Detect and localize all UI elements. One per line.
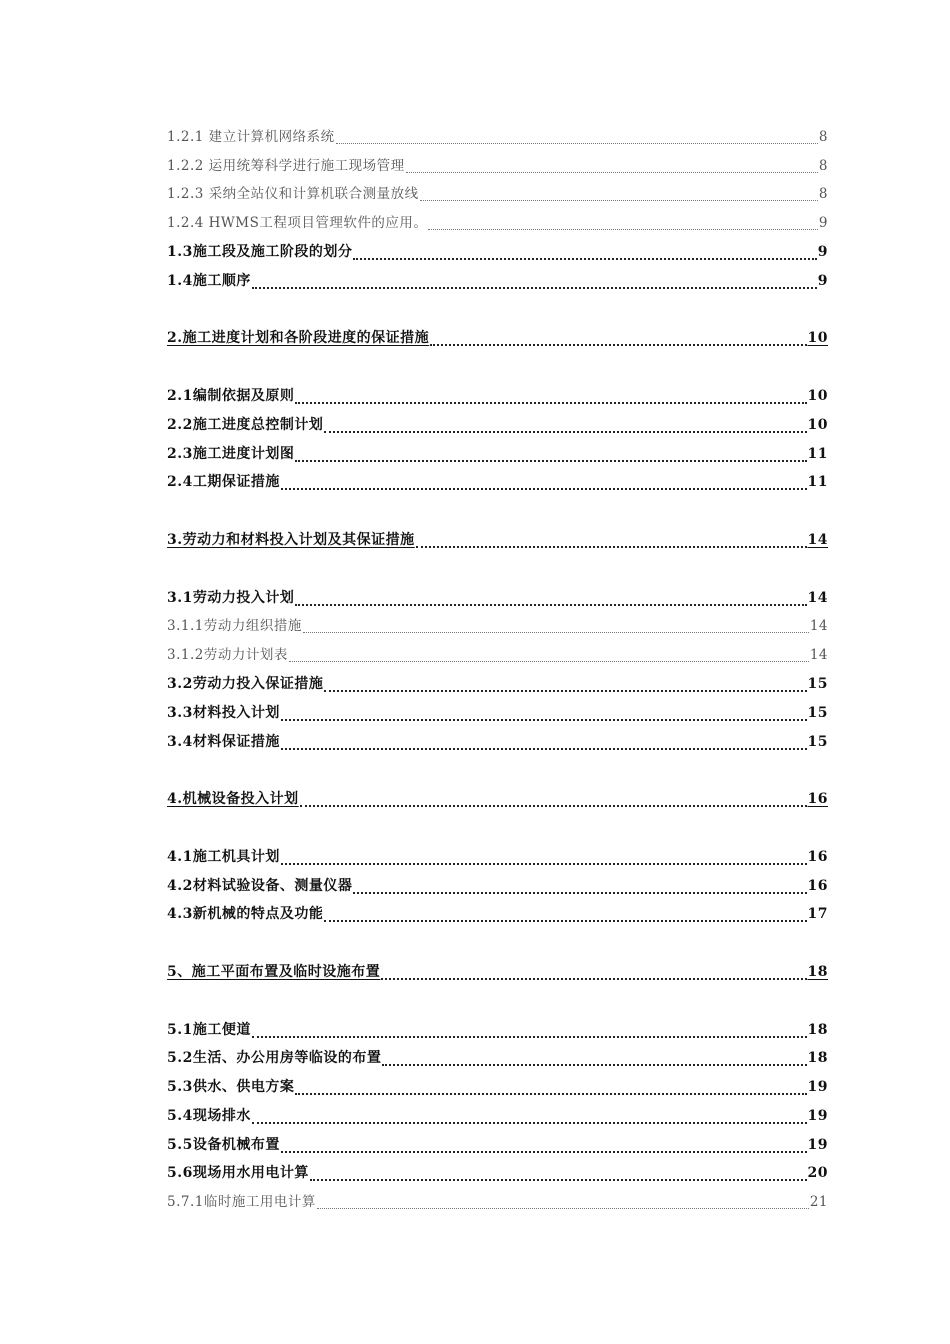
toc-page-number: 10	[807, 416, 828, 433]
toc-page-number: 18	[807, 1021, 828, 1038]
toc-page-number: 11	[807, 445, 828, 462]
toc-subsection-entry[interactable]	[167, 612, 828, 641]
toc-page-number: 21	[809, 1194, 828, 1211]
toc-page-number: 16	[807, 877, 828, 894]
toc-entry-title: 5.5设备机械布置	[167, 1136, 280, 1153]
toc-page-number: 8	[818, 157, 828, 174]
toc-section-entry[interactable]	[167, 583, 828, 612]
toc-section-entry[interactable]	[167, 1159, 828, 1188]
toc-entry-title: 1.2.1 建立计算机网络系统	[167, 128, 335, 145]
toc-entry-title: 1.2.3 采纳全站仪和计算机联合测量放线	[167, 186, 419, 203]
toc-dot-leader	[295, 392, 806, 406]
toc-dot-leader	[382, 1054, 806, 1068]
toc-entry-title: 2.3施工进度计划图	[167, 445, 295, 462]
toc-dot-leader	[281, 709, 807, 723]
toc-spacer	[167, 496, 828, 525]
toc-page-number: 19	[807, 1107, 828, 1124]
toc-entry-title: 1.2.4 HWMS工程项目管理软件的应用。	[167, 215, 428, 232]
toc-spacer	[167, 352, 828, 381]
toc-chapter-entry[interactable]	[167, 784, 828, 813]
toc-entry-title: 4.机械设备投入计划	[167, 791, 299, 808]
toc-section-entry[interactable]	[167, 871, 828, 900]
toc-page-number: 8	[818, 128, 828, 145]
toc-dot-leader	[310, 1169, 807, 1183]
toc-spacer	[167, 813, 828, 842]
toc-section-entry[interactable]	[167, 1044, 828, 1073]
toc-entry-title: 5.3供水、供电方案	[167, 1079, 295, 1096]
toc-dot-leader	[420, 190, 818, 204]
toc-page-number: 15	[807, 704, 828, 721]
toc-section-entry[interactable]	[167, 842, 828, 871]
toc-dot-leader	[295, 594, 806, 608]
toc-entry-title: 5.7.1临时施工用电计算	[167, 1194, 316, 1211]
toc-section-entry[interactable]	[167, 439, 828, 468]
toc-section-entry[interactable]	[167, 727, 828, 756]
toc-page-number: 14	[809, 647, 828, 664]
toc-section-entry[interactable]	[167, 669, 828, 698]
toc-dot-leader	[430, 334, 806, 348]
toc-entry-title: 2.1编制依据及原则	[167, 387, 295, 404]
toc-dot-leader	[353, 248, 816, 262]
toc-dot-leader	[353, 882, 806, 896]
toc-entry-title: 3.3材料投入计划	[167, 704, 280, 721]
toc-entry-title: 2.4工期保证措施	[167, 474, 280, 491]
toc-page-number: 14	[807, 531, 828, 548]
toc-page-number: 9	[817, 243, 828, 260]
toc-subsection-entry[interactable]	[167, 1187, 828, 1216]
toc-section-entry[interactable]	[167, 237, 828, 266]
toc-dot-leader	[252, 1026, 807, 1040]
toc-page-number: 16	[807, 848, 828, 865]
toc-entry-title: 3.1劳动力投入计划	[167, 589, 295, 606]
toc-section-entry[interactable]	[167, 468, 828, 497]
toc-page-number: 14	[807, 589, 828, 606]
toc-spacer	[167, 928, 828, 957]
table-of-contents	[167, 122, 828, 1216]
toc-page-number: 15	[807, 733, 828, 750]
toc-page-number: 19	[807, 1136, 828, 1153]
toc-page-number: 9	[817, 272, 828, 289]
toc-dot-leader	[317, 1198, 809, 1212]
toc-dot-leader	[295, 1083, 806, 1097]
toc-page-number: 19	[807, 1079, 828, 1096]
toc-spacer	[167, 756, 828, 785]
toc-subsection-entry[interactable]	[167, 640, 828, 669]
toc-entry-title: 5.4现场排水	[167, 1107, 251, 1124]
toc-spacer	[167, 554, 828, 583]
toc-dot-leader	[336, 133, 818, 147]
toc-page-number: 9	[818, 215, 828, 232]
toc-spacer	[167, 986, 828, 1015]
toc-section-entry[interactable]	[167, 1015, 828, 1044]
toc-page-number: 16	[807, 791, 828, 808]
toc-dot-leader	[281, 738, 807, 752]
toc-subsection-entry[interactable]	[167, 208, 828, 237]
toc-entry-title: 2.施工进度计划和各阶段进度的保证措施	[167, 330, 430, 347]
toc-page-number: 18	[807, 1050, 828, 1067]
toc-entry-title: 1.3施工段及施工阶段的划分	[167, 243, 353, 260]
toc-entry-title: 5、施工平面布置及临时设施布置	[167, 963, 381, 980]
toc-dot-leader	[289, 651, 809, 665]
toc-entry-title: 4.1施工机具计划	[167, 848, 280, 865]
toc-section-entry[interactable]	[167, 1072, 828, 1101]
toc-entry-title: 5.6现场用水用电计算	[167, 1165, 309, 1182]
toc-dot-leader	[428, 219, 818, 233]
toc-page-number: 14	[809, 618, 828, 635]
toc-section-entry[interactable]	[167, 410, 828, 439]
toc-page-number: 18	[807, 963, 828, 980]
toc-entry-title: 3.2劳动力投入保证措施	[167, 675, 324, 692]
toc-entry-title: 2.2施工进度总控制计划	[167, 416, 324, 433]
toc-dot-leader	[281, 853, 807, 867]
toc-entry-title: 3.1.2劳动力计划表	[167, 647, 288, 664]
toc-page-number: 11	[807, 474, 828, 491]
toc-entry-title: 1.2.2 运用统筹科学进行施工现场管理	[167, 157, 405, 174]
toc-page-number: 20	[807, 1165, 828, 1182]
toc-section-entry[interactable]	[167, 1101, 828, 1130]
toc-dot-leader	[295, 450, 806, 464]
toc-entry-title: 3.1.1劳动力组织措施	[167, 618, 302, 635]
toc-page-number: 15	[807, 675, 828, 692]
toc-page-number: 10	[807, 387, 828, 404]
toc-section-entry[interactable]	[167, 1130, 828, 1159]
toc-dot-leader	[303, 622, 809, 636]
toc-dot-leader	[281, 478, 807, 492]
toc-spacer	[167, 295, 828, 324]
toc-chapter-entry[interactable]	[167, 525, 828, 554]
toc-chapter-entry[interactable]	[167, 957, 828, 986]
toc-dot-leader	[252, 1112, 807, 1126]
toc-page-number: 10	[807, 330, 828, 347]
toc-section-entry[interactable]	[167, 900, 828, 929]
toc-section-entry[interactable]	[167, 266, 828, 295]
toc-page-number: 8	[818, 186, 828, 203]
toc-entry-title: 5.1施工便道	[167, 1021, 251, 1038]
toc-entry-title: 5.2生活、办公用房等临设的布置	[167, 1050, 382, 1067]
toc-dot-leader	[324, 421, 806, 435]
toc-entry-title: 3.劳动力和材料投入计划及其保证措施	[167, 531, 415, 548]
toc-entry-title: 4.2材料试验设备、测量仪器	[167, 877, 353, 894]
toc-entry-title: 3.4材料保证措施	[167, 733, 280, 750]
toc-subsection-entry[interactable]	[167, 151, 828, 180]
toc-dot-leader	[324, 910, 806, 924]
toc-entry-title: 1.4施工顺序	[167, 272, 251, 289]
toc-dot-leader	[324, 680, 806, 694]
toc-dot-leader	[252, 277, 817, 291]
toc-page-number: 17	[807, 906, 828, 923]
toc-dot-leader	[281, 1141, 807, 1155]
toc-subsection-entry[interactable]	[167, 122, 828, 151]
toc-dot-leader	[406, 162, 818, 176]
toc-section-entry[interactable]	[167, 698, 828, 727]
toc-dot-leader	[300, 795, 807, 809]
toc-section-entry[interactable]	[167, 381, 828, 410]
toc-subsection-entry[interactable]	[167, 180, 828, 209]
toc-dot-leader	[381, 968, 806, 982]
toc-chapter-entry[interactable]	[167, 324, 828, 353]
toc-entry-title: 4.3新机械的特点及功能	[167, 906, 324, 923]
toc-dot-leader	[416, 536, 807, 550]
